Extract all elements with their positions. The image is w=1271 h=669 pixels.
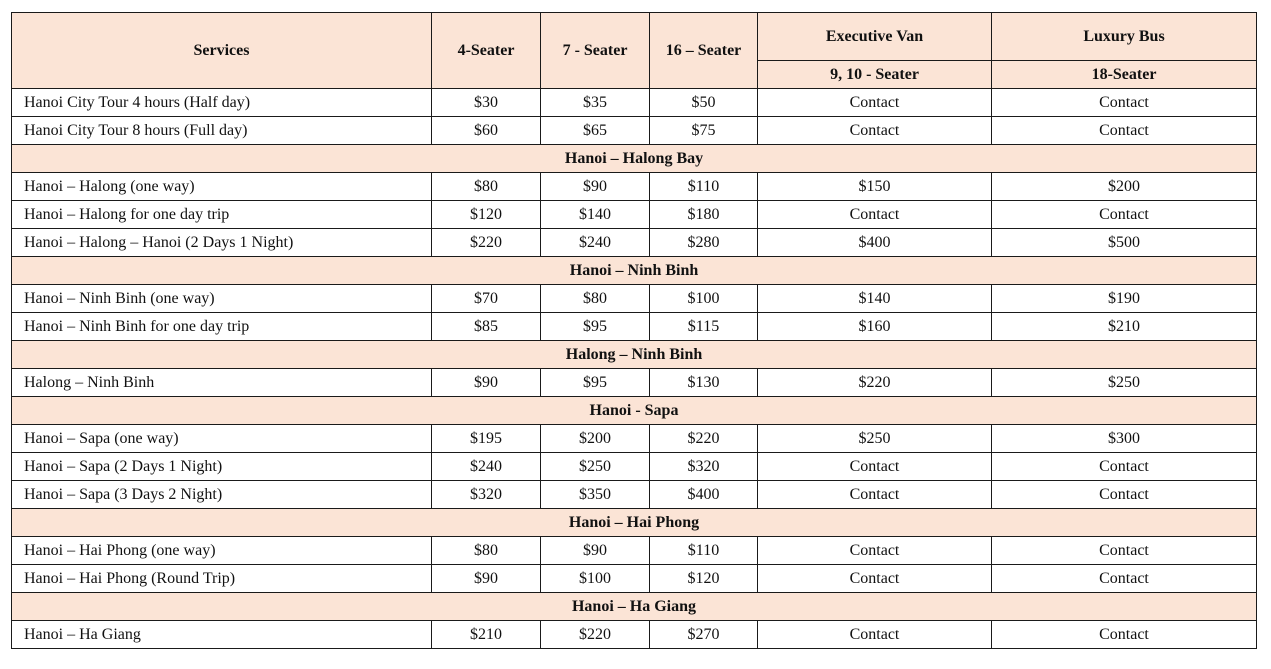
price-7-seater-cell: $90 [541,537,650,565]
price-4-seater-cell: $30 [432,89,541,117]
table-row [12,621,1257,649]
price-7-seater-cell: $140 [541,201,650,229]
service-name-cell: Hanoi – Halong for one day trip [12,201,432,229]
price-7-seater-cell: $200 [541,425,650,453]
service-name-cell: Hanoi – Halong – Hanoi (2 Days 1 Night) [12,229,432,257]
price-luxury-bus-cell: Contact [992,621,1257,649]
section-header-row [12,509,1257,537]
service-name-cell: Hanoi – Ha Giang [12,621,432,649]
service-name-cell: Hanoi – Hai Phong (Round Trip) [12,565,432,593]
header-7-seater: 7 - Seater [541,13,650,89]
price-16-seater-cell: $280 [650,229,758,257]
price-luxury-bus-cell: $200 [992,173,1257,201]
price-4-seater-cell: $70 [432,285,541,313]
service-name-cell: Hanoi – Halong (one way) [12,173,432,201]
price-luxury-bus-cell: Contact [992,201,1257,229]
table-row [12,369,1257,397]
price-16-seater-cell: $400 [650,481,758,509]
price-luxury-bus-cell: Contact [992,453,1257,481]
price-7-seater-cell: $95 [541,369,650,397]
price-16-seater-cell: $115 [650,313,758,341]
price-7-seater-cell: $250 [541,453,650,481]
table-row [12,313,1257,341]
price-luxury-bus-cell: Contact [992,481,1257,509]
table-row [12,565,1257,593]
section-header-row [12,257,1257,285]
price-4-seater-cell: $210 [432,621,541,649]
price-16-seater-cell: $100 [650,285,758,313]
service-name-cell: Hanoi – Sapa (one way) [12,425,432,453]
price-luxury-bus-cell: $210 [992,313,1257,341]
price-executive-van-cell: $140 [758,285,992,313]
price-7-seater-cell: $350 [541,481,650,509]
price-luxury-bus-cell: Contact [992,565,1257,593]
price-executive-van-cell: Contact [758,481,992,509]
table-body [12,89,1257,649]
price-16-seater-cell: $320 [650,453,758,481]
section-header-row [12,341,1257,369]
price-4-seater-cell: $220 [432,229,541,257]
service-name-cell: Hanoi City Tour 4 hours (Half day) [12,89,432,117]
price-4-seater-cell: $240 [432,453,541,481]
price-executive-van-cell: $400 [758,229,992,257]
table-row [12,453,1257,481]
price-7-seater-cell: $35 [541,89,650,117]
section-title: Hanoi – Ha Giang [12,593,1257,621]
section-title: Halong – Ninh Binh [12,341,1257,369]
price-luxury-bus-cell: $300 [992,425,1257,453]
price-executive-van-cell: Contact [758,621,992,649]
price-4-seater-cell: $60 [432,117,541,145]
service-name-cell: Hanoi – Sapa (2 Days 1 Night) [12,453,432,481]
section-title: Hanoi – Halong Bay [12,145,1257,173]
price-executive-van-cell: Contact [758,89,992,117]
section-header-row [12,145,1257,173]
section-header-row [12,397,1257,425]
service-name-cell: Hanoi – Ninh Binh (one way) [12,285,432,313]
table-row [12,425,1257,453]
price-7-seater-cell: $65 [541,117,650,145]
price-executive-van-cell: Contact [758,453,992,481]
header-luxury-bus: Luxury Bus [992,13,1257,61]
service-name-cell: Hanoi – Sapa (3 Days 2 Night) [12,481,432,509]
price-executive-van-cell: Contact [758,117,992,145]
header-executive-van-seats: 9, 10 - Seater [758,61,992,89]
price-16-seater-cell: $50 [650,89,758,117]
header-16-seater: 16 – Seater [650,13,758,89]
price-7-seater-cell: $240 [541,229,650,257]
price-executive-van-cell: $160 [758,313,992,341]
price-7-seater-cell: $100 [541,565,650,593]
header-executive-van: Executive Van [758,13,992,61]
header-services: Services [12,13,432,89]
price-4-seater-cell: $90 [432,369,541,397]
price-7-seater-cell: $90 [541,173,650,201]
price-executive-van-cell: Contact [758,537,992,565]
price-16-seater-cell: $270 [650,621,758,649]
table-row [12,481,1257,509]
table-row [12,89,1257,117]
price-16-seater-cell: $75 [650,117,758,145]
price-16-seater-cell: $220 [650,425,758,453]
price-4-seater-cell: $80 [432,173,541,201]
table-row [12,173,1257,201]
price-executive-van-cell: Contact [758,565,992,593]
table-row [12,117,1257,145]
table-row [12,229,1257,257]
service-name-cell: Halong – Ninh Binh [12,369,432,397]
price-executive-van-cell: Contact [758,201,992,229]
service-name-cell: Hanoi – Ninh Binh for one day trip [12,313,432,341]
header-luxury-bus-seats: 18-Seater [992,61,1257,89]
price-4-seater-cell: $320 [432,481,541,509]
price-luxury-bus-cell: Contact [992,537,1257,565]
price-7-seater-cell: $220 [541,621,650,649]
table-row [12,201,1257,229]
price-luxury-bus-cell: Contact [992,117,1257,145]
price-executive-van-cell: $250 [758,425,992,453]
table-row [12,537,1257,565]
price-luxury-bus-cell: $250 [992,369,1257,397]
price-4-seater-cell: $120 [432,201,541,229]
price-4-seater-cell: $85 [432,313,541,341]
price-luxury-bus-cell: $190 [992,285,1257,313]
price-table [11,12,1257,649]
price-4-seater-cell: $80 [432,537,541,565]
price-16-seater-cell: $110 [650,173,758,201]
header-4-seater: 4-Seater [432,13,541,89]
price-7-seater-cell: $80 [541,285,650,313]
service-name-cell: Hanoi City Tour 8 hours (Full day) [12,117,432,145]
section-title: Hanoi – Hai Phong [12,509,1257,537]
table-row [12,285,1257,313]
price-luxury-bus-cell: Contact [992,89,1257,117]
price-executive-van-cell: $220 [758,369,992,397]
service-name-cell: Hanoi – Hai Phong (one way) [12,537,432,565]
section-title: Hanoi – Ninh Binh [12,257,1257,285]
table-header [12,13,1257,89]
price-4-seater-cell: $90 [432,565,541,593]
price-16-seater-cell: $130 [650,369,758,397]
price-16-seater-cell: $180 [650,201,758,229]
price-16-seater-cell: $110 [650,537,758,565]
price-7-seater-cell: $95 [541,313,650,341]
section-title: Hanoi - Sapa [12,397,1257,425]
price-16-seater-cell: $120 [650,565,758,593]
price-luxury-bus-cell: $500 [992,229,1257,257]
price-4-seater-cell: $195 [432,425,541,453]
price-executive-van-cell: $150 [758,173,992,201]
section-header-row [12,593,1257,621]
